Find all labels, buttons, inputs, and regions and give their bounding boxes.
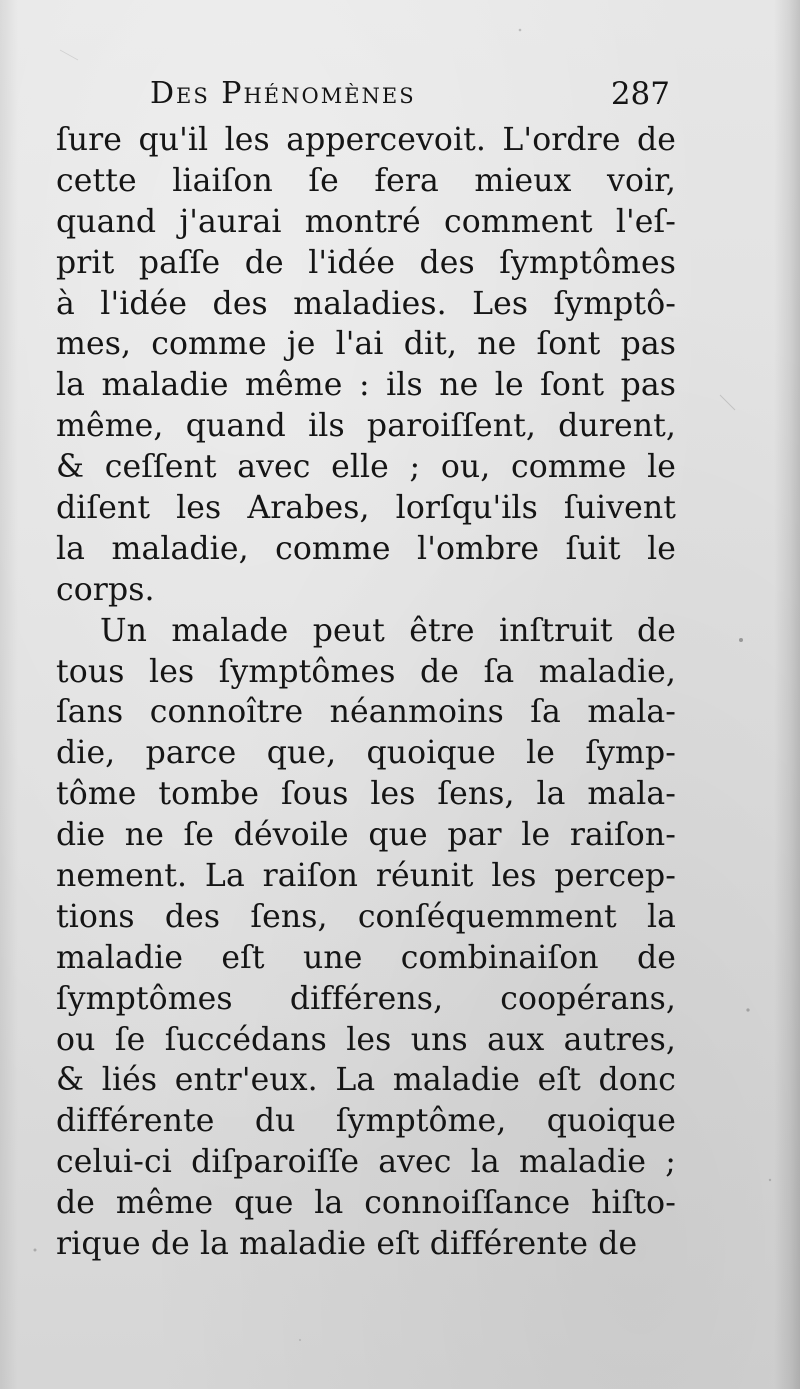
text-line: rique de la maladie eſt différente de [56, 1226, 638, 1263]
running-title: Des Phénomènes [150, 76, 416, 111]
text-line: de même que la connoiſſance hiſto- [56, 1185, 676, 1222]
body-text [56, 120, 676, 1265]
text-line: la maladie, comme l'ombre ſuit le [56, 530, 676, 567]
text-line: diſent les Arabes, lorſqu'ils ſuivent [56, 490, 676, 527]
text-line: cette liaiſon ſe fera mieux voir, [56, 162, 676, 199]
text-line: die, parce que, quoique le ſymp- [56, 735, 676, 772]
text-line: quand j'aurai montré comment l'eſ- [56, 203, 676, 240]
text-line: à l'idée des maladies. Les ſymptô- [56, 285, 676, 322]
text-line: nement. La raiſon réunit les percep- [56, 858, 676, 895]
text-line: la maladie même : ils ne le ſont pas [56, 367, 676, 404]
text-line: & liés entr'eux. La maladie eſt donc [56, 1062, 676, 1099]
page-number: 287 [610, 76, 670, 112]
text-line: corps. [56, 571, 155, 608]
page-gutter-shadow [0, 0, 18, 1389]
text-line: celui-ci diſparoiſſe avec la maladie ; [56, 1144, 676, 1181]
text-line: die ne ſe dévoile que par le raiſon- [56, 817, 676, 854]
text-line: Un malade peut être inſtruit de [100, 612, 676, 649]
text-line: ſans connoître néanmoins ſa mala- [56, 694, 676, 731]
text-line: ſymptômes différens, coopérans, [56, 980, 676, 1017]
text-line: même, quand ils paroiſſent, durent, [56, 408, 676, 445]
text-line: tous les ſymptômes de ſa maladie, [56, 653, 676, 690]
page-edge-shadow [774, 0, 800, 1389]
text-line: tions des ſens, conſéquemment la [56, 898, 676, 935]
text-line: maladie eſt une combinaiſon de [56, 939, 676, 976]
running-head [150, 74, 670, 114]
text-line: tôme tombe ſous les ſens, la mala- [56, 776, 676, 813]
text-line: prit paſſe de l'idée des ſymptômes [56, 244, 676, 281]
text-line: ſure qu'il les appercevoit. L'ordre de [56, 122, 676, 158]
text-line: différente du ſymptôme, quoique [56, 1103, 676, 1140]
text-line: mes, comme je l'ai dit, ne ſont pas [56, 326, 676, 363]
text-line: ou ſe ſuccédans les uns aux autres, [56, 1021, 676, 1058]
text-line: & ceſſent avec elle ; ou, comme le [56, 449, 676, 486]
